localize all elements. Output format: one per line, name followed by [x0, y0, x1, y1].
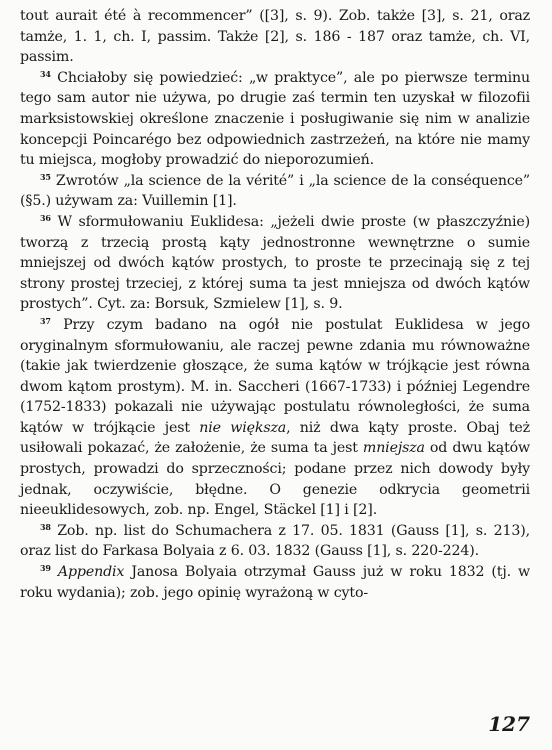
footnote-text: Chciałoby się powiedzieć: „w praktyce”, ale po pierwsze terminu tego sam autor nie używa, po drugie zaś termin ten uzyskał w filozofii marksistowskiej określone znaczenie i posługiwanie się nim w analizie koncepcji Poincarégo bez odpowiednich zastrzeżeń, na które nie mamy tu miejsca, mogłoby prowadzić do nieporozumień.	[20, 69, 530, 169]
emphasis-text: nie większa	[199, 419, 287, 436]
footnote-38	[20, 521, 530, 562]
footnote-35	[20, 171, 530, 212]
footnote-37	[20, 315, 530, 521]
footnote-marker: 39	[40, 563, 51, 574]
emphasis-text: mniejsza	[362, 440, 425, 457]
footnote-marker: 38	[40, 521, 51, 532]
footnote-34	[20, 68, 530, 171]
footnote-text: Przy czym badano na ogół nie postulat Euklidesa w jego oryginalnym sformułowaniu, ale raczej pewne zdania mu równoważne (takie jak twierdzenie głoszące, że suma kątów w trójkącie jest równa dwom kątom prostym). M. in. Saccheri (1667-1733) i później Legendre (1752-1833) pokazali nie używając postulatu równoległości, że suma kątów w trójkącie jest	[20, 316, 530, 436]
footnote-continuation	[20, 6, 530, 68]
footnote-text: , niż dwa kąty proste. Obaj też usiłowali pokazać, że założenie, że suma ta jest	[20, 419, 530, 457]
page-number: 127	[488, 712, 530, 736]
footnote-marker: 35	[40, 171, 51, 182]
emphasis-text: Appendix	[57, 564, 125, 581]
footnote-text: tout aurait été à recommencer” ([3], s. 9). Zob. także [3], s. 21, oraz tamże, 1. 1, ch. I, passim. Także [2], s. 186 - 187 oraz tamże, ch. VI, passim.	[20, 8, 530, 66]
footnote-marker: 34	[40, 68, 51, 79]
footnotes-block	[20, 6, 530, 603]
footnote-marker: 36	[40, 212, 51, 223]
footnote-39	[20, 562, 530, 603]
footnote-marker: 37	[40, 315, 51, 326]
footnote-text: W sformułowaniu Euklidesa: „jeżeli dwie proste (w płaszczyźnie) tworzą z trzecią prostą kąty jednostronne wewnętrzne o sumie mniejszej od dwóch kątów prostych, to proste te przecinają się z tej strony prostej trzeciej, z której suma ta jest mniejsza od dwóch kątów prostych”. Cyt. za: Borsuk, Szmielew [1], s. 9.	[20, 213, 530, 313]
footnote-36	[20, 212, 530, 315]
footnote-text: od dwu kątów prostych, prowadzi do sprzeczności; podane przez nich dowody były jednak, oczywiście, błędne. O genezie odkrycia geometrii nieeuklidesowych, zob. np. Engel, Stäckel [1] i [2].	[20, 440, 531, 519]
footnote-text: Zob. np. list do Schumachera z 17. 05. 1831 (Gauss [1], s. 213), oraz list do Farkasa Bolyaia z 6. 03. 1832 (Gauss [1], s. 220-224).	[20, 522, 530, 560]
footnote-text: Janosa Bolyaia otrzymał Gauss już w roku 1832 (tj. w roku wydania); zob. jego opinię wyrażoną w cyto-	[20, 564, 530, 601]
footnote-text: Zwrotów „la science de la vérité” i „la science de la conséquence” (§5.) używam za: Vuillemin [1].	[20, 172, 530, 210]
